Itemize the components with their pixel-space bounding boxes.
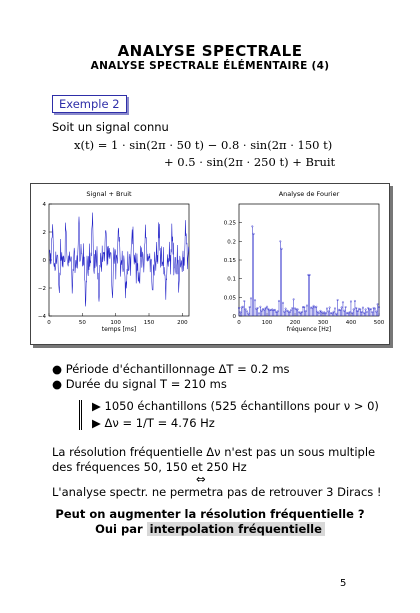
question-line-2 — [0, 522, 420, 536]
left-ytick-label: 2 — [42, 230, 46, 236]
page-title: ANALYSE SPECTRALE — [117, 42, 303, 60]
chart-left-title: Signal + Bruit — [86, 190, 132, 198]
sub-bullet-samples-text: 1050 échantillons (525 échantillons pour ν > 0) — [104, 399, 379, 413]
bullet-sampling: ● Période d'échantillonnage ΔT = 0.2 ms — [52, 362, 290, 376]
right-xtick-label: 300 — [317, 320, 329, 326]
figure-svg — [31, 184, 389, 344]
right-xtick-label: 400 — [345, 320, 357, 326]
equation-line-2: + 0.5 · sin(2π · 250 t) + Bruit — [164, 155, 336, 169]
equivalence-symbol: ⇔ — [196, 472, 206, 486]
left-ytick-label: −2 — [37, 286, 46, 292]
question-line-1: Peut on augmenter la résolution fréquentielle ? — [55, 507, 365, 521]
sub-bullet-samples: ▶ 1050 échantillons (525 échantillons pour ν > 0) — [92, 399, 379, 413]
chart-right-xlabel: fréquence [Hz] — [286, 326, 332, 333]
question-prefix: Oui par — [95, 522, 143, 536]
bullet-duration: ● Durée du signal T = 210 ms — [52, 377, 227, 391]
right-xtick-label: 200 — [289, 320, 301, 326]
right-xtick-label: 500 — [373, 320, 385, 326]
right-ytick-label: 0.2 — [227, 239, 236, 246]
right-ytick-label: 0 — [232, 314, 236, 320]
figure-panel — [30, 183, 390, 345]
right-xtick-label: 100 — [261, 320, 273, 326]
right-ytick-label: 0.15 — [223, 258, 236, 264]
right-ytick-label: 0.05 — [223, 295, 236, 302]
chart-right-title: Analyse de Fourier — [278, 190, 340, 198]
left-xtick-label: 0 — [47, 320, 51, 326]
resolution-text-2: des fréquences 50, 150 et 250 Hz — [52, 460, 247, 474]
chart-left-xlabel: temps [ms] — [101, 326, 137, 333]
left-xtick-label: 150 — [143, 320, 155, 326]
left-ytick-label: 4 — [42, 202, 46, 208]
left-ytick-label: 0 — [42, 258, 46, 264]
left-xtick-label: 100 — [110, 320, 121, 326]
highlight-interpolation: interpolation fréquentielle — [147, 522, 325, 536]
right-xtick-label: 0 — [237, 320, 241, 326]
left-ytick-label: −4 — [37, 314, 46, 320]
left-xtick-label: 50 — [78, 320, 86, 326]
left-xtick-label: 200 — [177, 320, 188, 326]
right-ytick-label: 0.25 — [223, 220, 236, 227]
conclusion-text: L'analyse spectr. ne permetra pas de retrouver 3 Diracs ! — [52, 485, 382, 499]
bullet-duration-text: Durée du signal T = 210 ms — [65, 377, 227, 391]
example-label: Exemple 2 — [52, 95, 127, 113]
page-subtitle: ANALYSE SPECTRALE ÉLÉMENTAIRE (4) — [90, 60, 330, 72]
page-number: 5 — [340, 578, 347, 589]
resolution-text-1: La résolution fréquentielle Δν n'est pas un sous multiple — [52, 445, 376, 459]
right-ytick-label: 0.1 — [227, 276, 236, 283]
sub-bullet-resolution: ▶ Δν = 1/T = 4.76 Hz — [92, 416, 215, 430]
sub-bullet-rule — [79, 400, 82, 430]
sub-bullet-resolution-text: Δν = 1/T = 4.76 Hz — [104, 416, 215, 430]
intro-text: Soit un signal connu — [52, 120, 169, 134]
equation-line-1: x(t) = 1 · sin(2π · 50 t) − 0.8 · sin(2π · 150 t) — [74, 138, 333, 152]
chart-right-frame — [239, 204, 379, 316]
bullet-sampling-text: Période d'échantillonnage ΔT = 0.2 ms — [65, 362, 290, 376]
